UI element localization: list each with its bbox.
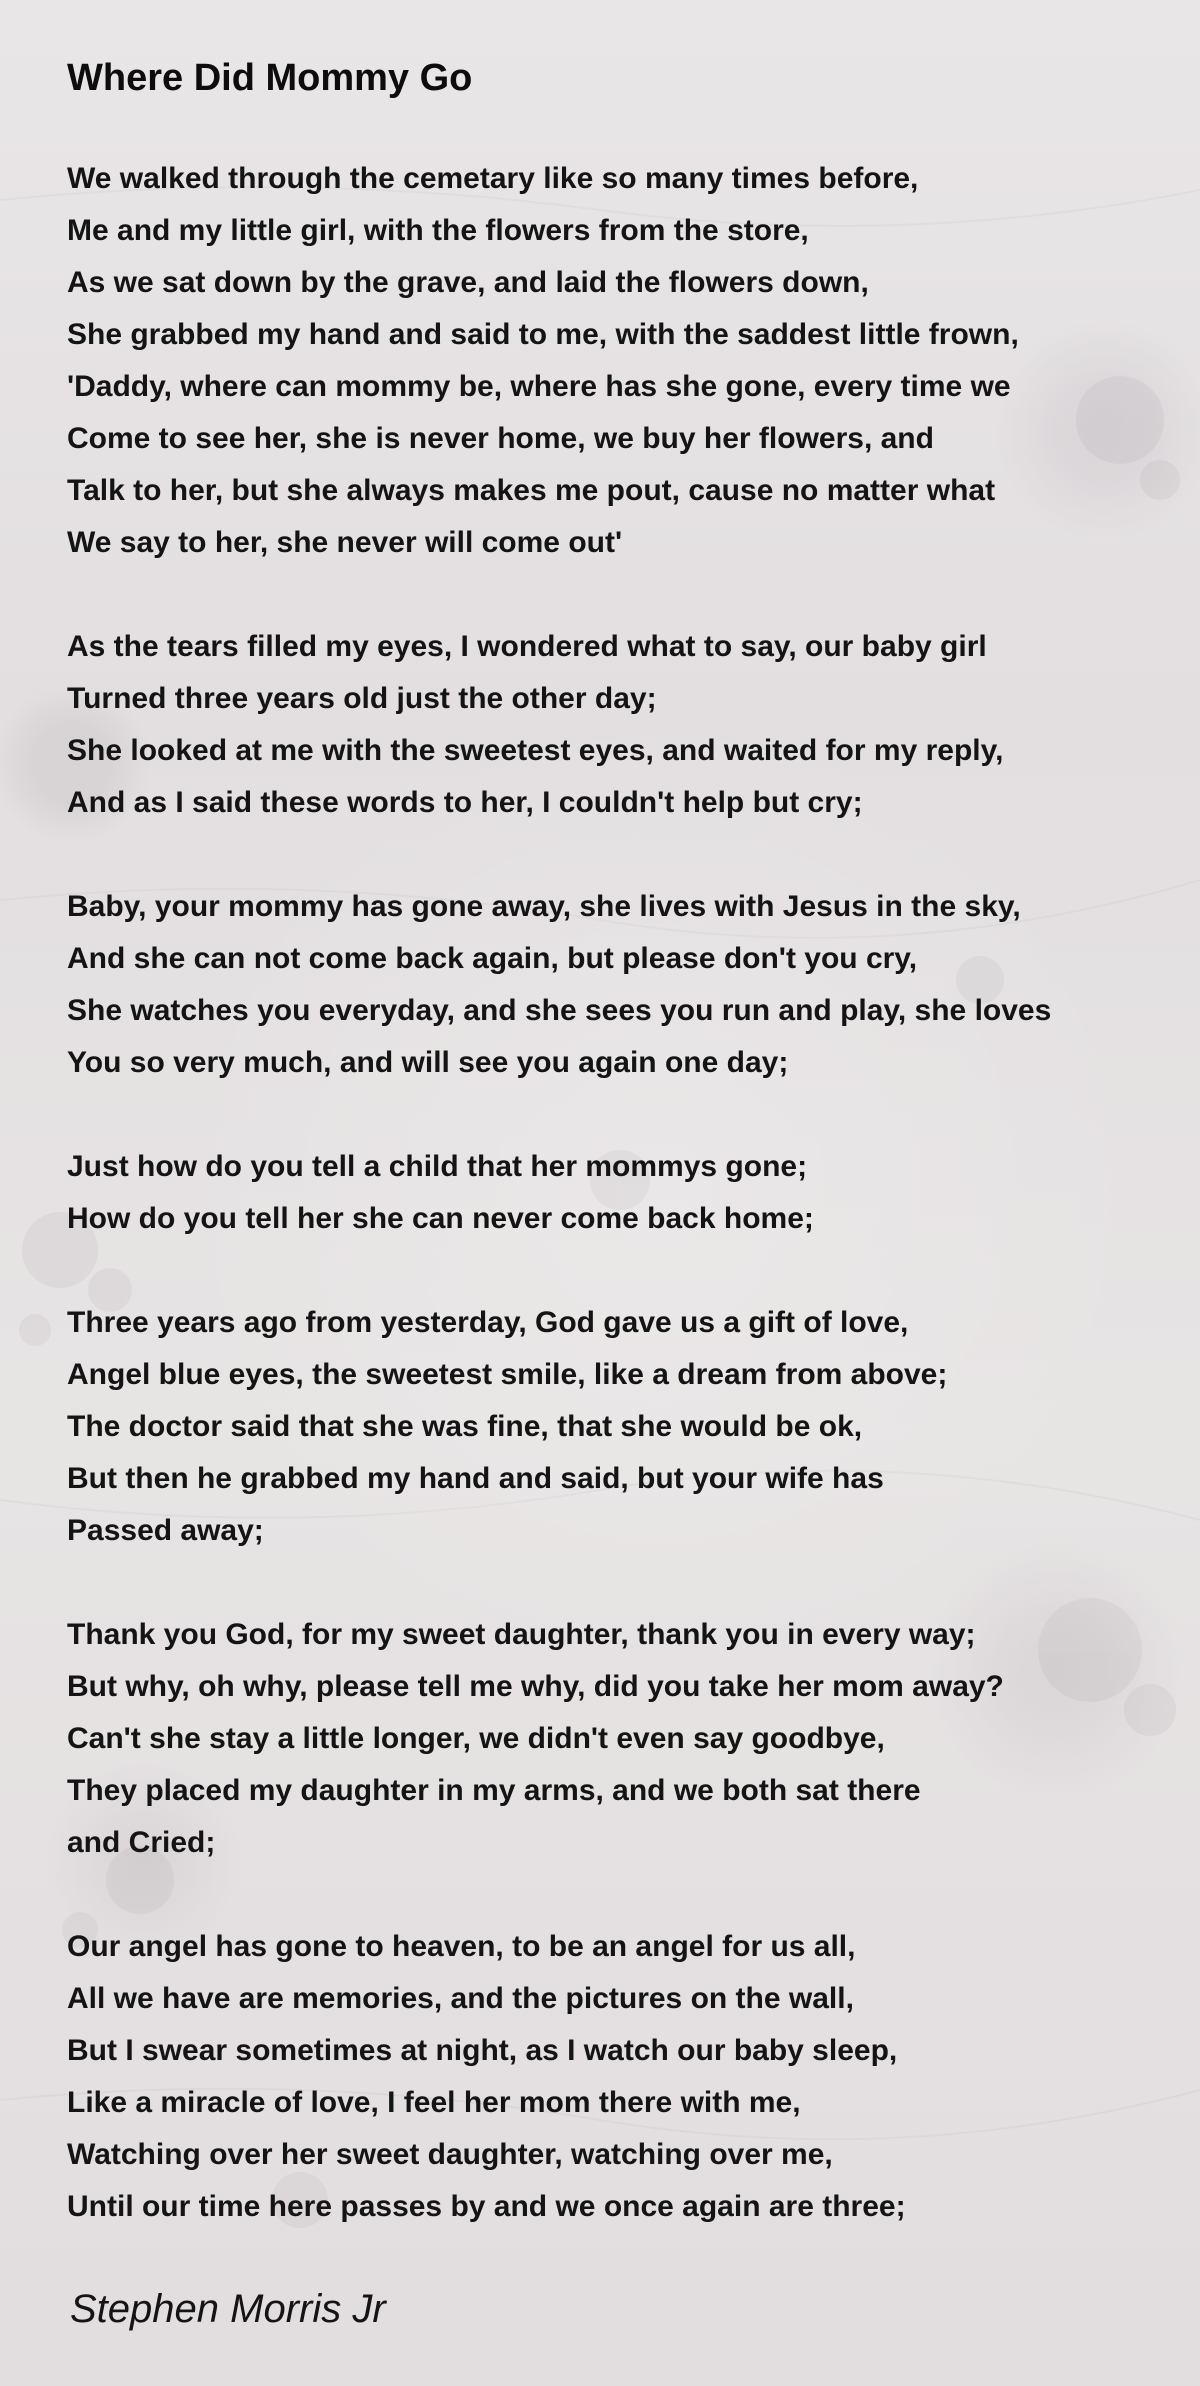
poem-line: She looked at me with the sweetest eyes, and waited for my reply,: [67, 734, 1004, 767]
poem-line: Come to see her, she is never home, we buy her flowers, and: [67, 422, 934, 455]
poem-line: Watching over her sweet daughter, watching over me,: [67, 2138, 833, 2171]
poem-stanza: [67, 1297, 1177, 1557]
poem-line: Our angel has gone to heaven, to be an angel for us all,: [67, 1930, 856, 1963]
poem-line: But why, oh why, please tell me why, did you take her mom away?: [67, 1670, 1004, 1703]
poem-stanza: [67, 153, 1177, 569]
poem-line: You so very much, and will see you again one day;: [67, 1046, 789, 1079]
poem-title: Where Did Mommy Go: [67, 57, 473, 99]
poem-line: Turned three years old just the other day;: [67, 682, 657, 715]
poem-line: Just how do you tell a child that her mommys gone;: [67, 1150, 808, 1183]
poem-line: She watches you everyday, and she sees you run and play, she loves: [67, 994, 1052, 1027]
poem-line: How do you tell her she can never come back home;: [67, 1202, 814, 1235]
poem-line: 'Daddy, where can mommy be, where has she gone, every time we: [67, 370, 1011, 403]
poem-line: But I swear sometimes at night, as I watch our baby sleep,: [67, 2034, 898, 2067]
poem-line: And she can not come back again, but please don't you cry,: [67, 942, 918, 975]
poem-author: Stephen Morris Jr: [70, 2287, 386, 2331]
poem-line: Thank you God, for my sweet daughter, thank you in every way;: [67, 1618, 976, 1651]
poem-line: Passed away;: [67, 1514, 264, 1547]
poem-line: We say to her, she never will come out': [67, 526, 623, 559]
poem-line: Angel blue eyes, the sweetest smile, like a dream from above;: [67, 1358, 948, 1391]
poem-container: [67, 52, 1177, 2285]
poem-line: Talk to her, but she always makes me pout, cause no matter what: [67, 474, 996, 507]
poem-line: Can't she stay a little longer, we didn't even say goodbye,: [67, 1722, 885, 1755]
poem-line: They placed my daughter in my arms, and we both sat there: [67, 1774, 921, 1807]
poem-line: Three years ago from yesterday, God gave us a gift of love,: [67, 1306, 909, 1339]
poem-line: Baby, your mommy has gone away, she lives with Jesus in the sky,: [67, 890, 1021, 923]
poem-stanza: [67, 881, 1177, 1089]
poem-stanza: [67, 621, 1177, 829]
poem-stanza: [67, 1609, 1177, 1869]
poem-body: [67, 153, 1177, 2233]
poem-stanza: [67, 1141, 1177, 1245]
poem-line: Me and my little girl, with the flowers from the store,: [67, 214, 809, 247]
poem-line: She grabbed my hand and said to me, with the saddest little frown,: [67, 318, 1019, 351]
poem-line: As the tears filled my eyes, I wondered what to say, our baby girl: [67, 630, 987, 663]
poem-line: Until our time here passes by and we once again are three;: [67, 2190, 906, 2223]
poem-stanza: [67, 1921, 1177, 2233]
poem-line: We walked through the cemetary like so many times before,: [67, 162, 919, 195]
poem-line: And as I said these words to her, I couldn't help but cry;: [67, 786, 863, 819]
poem-line: All we have are memories, and the pictures on the wall,: [67, 1982, 854, 2015]
poem-line: But then he grabbed my hand and said, but your wife has: [67, 1462, 884, 1495]
poem-line: and Cried;: [67, 1826, 216, 1859]
poem-line: As we sat down by the grave, and laid the flowers down,: [67, 266, 869, 299]
poem-line: Like a miracle of love, I feel her mom there with me,: [67, 2086, 801, 2119]
poem-line: The doctor said that she was fine, that she would be ok,: [67, 1410, 863, 1443]
